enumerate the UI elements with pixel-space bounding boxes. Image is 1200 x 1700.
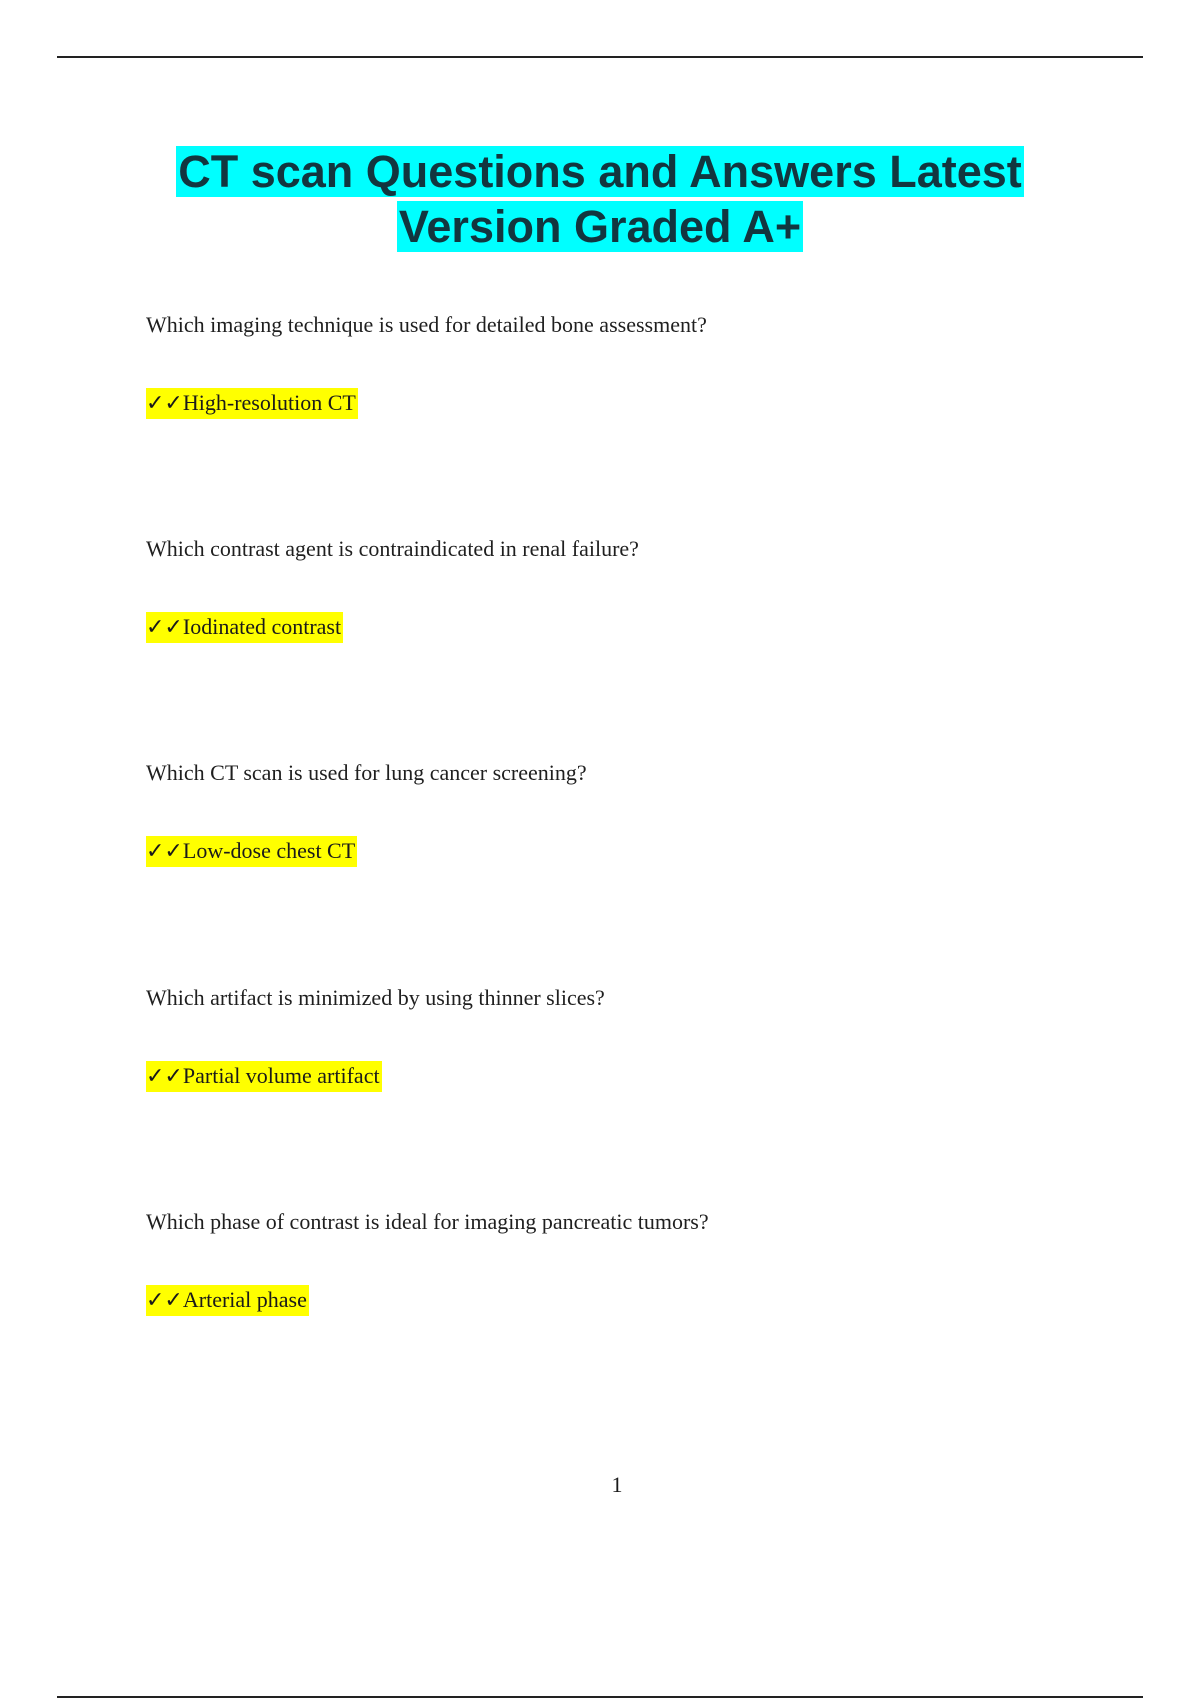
answer-text: Low-dose chest CT xyxy=(182,838,356,863)
double-check-icon: ✓✓ xyxy=(146,839,183,864)
double-check-icon: ✓✓ xyxy=(146,1288,183,1313)
title-line-2: Version Graded A+ xyxy=(398,201,802,252)
double-check-icon: ✓✓ xyxy=(146,1064,183,1089)
question-text: Which CT scan is used for lung cancer screening? xyxy=(146,760,587,785)
answer-text: Iodinated contrast xyxy=(182,614,342,639)
answer-text: Partial volume artifact xyxy=(182,1063,380,1088)
title-line-1: CT scan Questions and Answers Latest xyxy=(178,146,1022,197)
bottom-rule xyxy=(57,1696,1143,1698)
qa-item-3 xyxy=(146,760,1136,864)
question-text: Which imaging technique is used for detailed bone assessment? xyxy=(146,312,707,337)
answer-highlight xyxy=(146,1061,382,1092)
qa-item-5 xyxy=(146,1209,1136,1313)
answer-text: High-resolution CT xyxy=(182,390,356,415)
question-text: Which artifact is minimized by using thinner slices? xyxy=(146,985,605,1010)
page-number: 1 xyxy=(611,1472,623,1497)
question-text: Which phase of contrast is ideal for imaging pancreatic tumors? xyxy=(146,1209,709,1234)
document-title xyxy=(57,144,1143,254)
double-check-icon: ✓✓ xyxy=(146,391,183,416)
double-check-icon: ✓✓ xyxy=(146,615,183,640)
qa-item-1 xyxy=(146,312,1136,416)
answer-highlight xyxy=(146,836,357,867)
answer-highlight xyxy=(146,1285,309,1316)
qa-item-4 xyxy=(146,985,1136,1089)
question-text: Which contrast agent is contraindicated in renal failure? xyxy=(146,536,639,561)
top-rule xyxy=(57,56,1143,58)
qa-item-2 xyxy=(146,536,1136,640)
answer-text: Arterial phase xyxy=(182,1287,307,1312)
answer-highlight xyxy=(146,612,343,643)
answer-highlight xyxy=(146,388,358,419)
